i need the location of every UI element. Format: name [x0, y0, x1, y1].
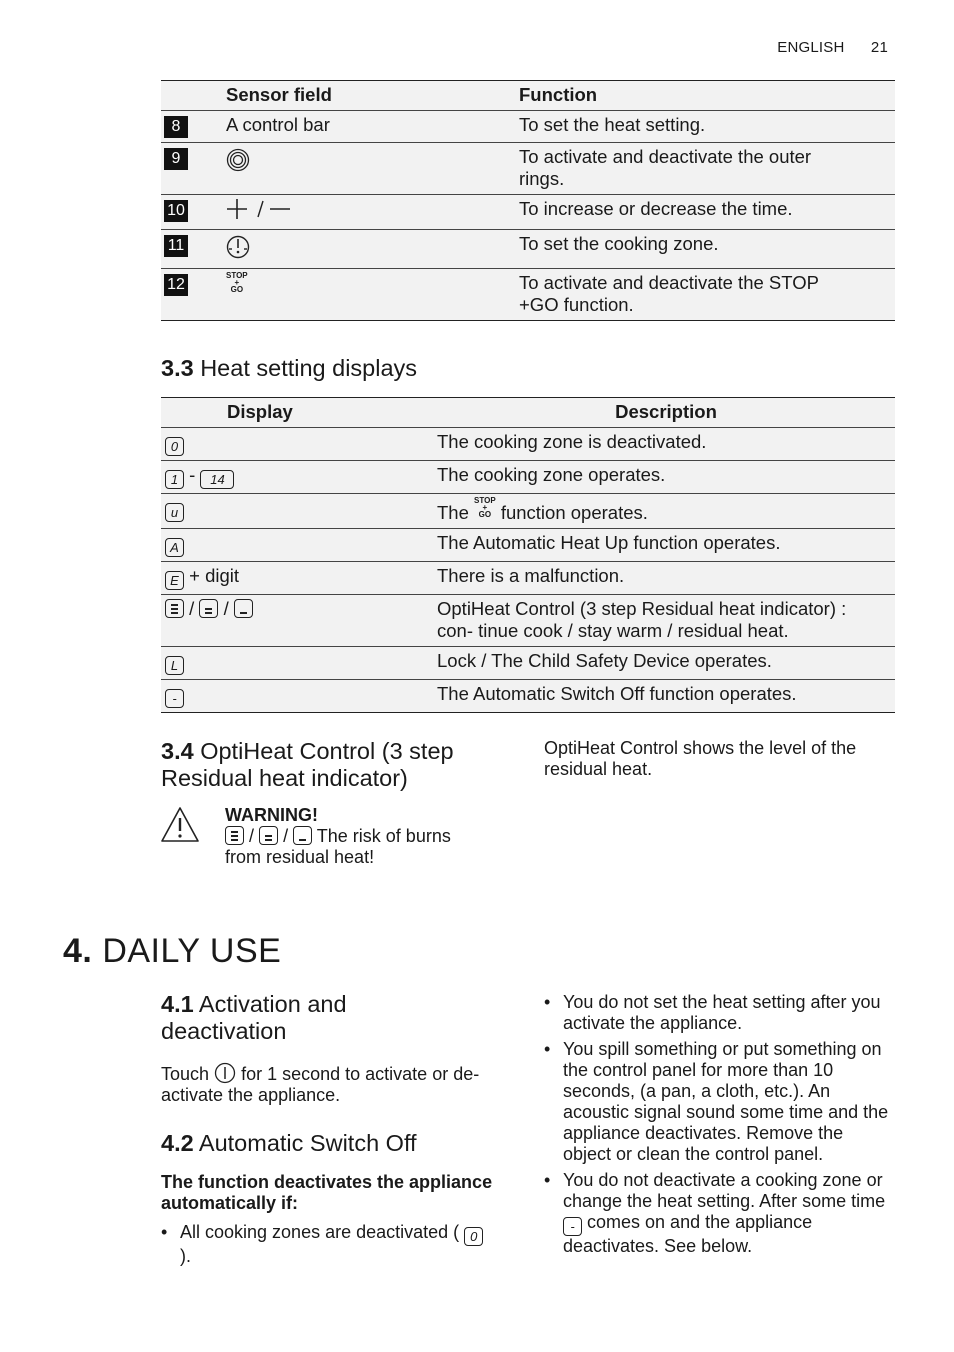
table-row: [161, 269, 895, 321]
table-row: [161, 143, 895, 195]
warning-text-2: from residual heat!: [225, 847, 375, 867]
residual-heat-3-bars-icon: [225, 826, 244, 845]
table-row: [161, 230, 895, 269]
table-row: / / OptiHeat Control (3 step Residual heat indicator) : con- tinue cook / stay warm / residual heat.: [161, 595, 895, 647]
residual-heat-2-bars-icon: [199, 599, 218, 618]
residual-heat-2-bars-icon: [259, 826, 278, 845]
description-cell: The Automatic Switch Off function operates.: [437, 680, 895, 713]
list-item: • You spill something or put something on the control panel for more than 10 seconds, (a pan, a cloth, etc.). An acoustic signal sound some time and the appliance deactivates. Remove the object or clean the control panel.: [544, 1039, 896, 1165]
warning-box: WARNING! / / The risk of burns from residual heat!: [225, 805, 451, 867]
section-heading-3-3: 3.3 Heat setting displays: [161, 355, 418, 381]
row-number: 9: [164, 148, 188, 170]
page-header: [777, 39, 888, 56]
row-number: 8: [164, 116, 188, 138]
description-cell: The cooking zone is deactivated.: [437, 428, 895, 461]
display-dash-icon: -: [165, 689, 184, 708]
col-header-function: Function: [516, 81, 895, 111]
power-icon: [214, 1062, 236, 1084]
table-row: [161, 111, 895, 143]
chapter-heading: 4. DAILY USE: [63, 932, 282, 970]
language-label: ENGLISH: [777, 39, 845, 56]
section-4-1-text: Touch for 1 second to activate or de- activate the appliance.: [161, 1064, 480, 1105]
description-cell: Lock / The Child Safety Device operates.: [437, 647, 895, 680]
section-heading-4-2: 4.2 Automatic Switch Off: [161, 1130, 417, 1156]
display-zero-icon: 0: [165, 437, 184, 456]
table-row: [161, 562, 895, 595]
warning-title: WARNING!: [225, 805, 318, 825]
row-number: 10: [164, 200, 188, 222]
description-cell: OptiHeat Control (3 step Residual heat indicator) : con- tinue cook / stay warm / residual heat.: [437, 595, 895, 647]
table-row: [161, 461, 895, 494]
function-cell: To set the cooking zone.: [516, 230, 895, 269]
function-cell: To activate and deactivate the outer rings.: [516, 143, 895, 195]
display-l-icon: L: [165, 656, 184, 675]
col-header-display: Display: [161, 398, 437, 428]
digit-suffix: + digit: [189, 565, 240, 586]
timer-zone-icon: [226, 235, 250, 259]
list-item: • All cooking zones are deactivated ( 0 ).: [161, 1222, 511, 1267]
list-item: • You do not set the heat setting after you activate the appliance.: [544, 992, 896, 1034]
table-row: [161, 680, 895, 713]
page-number: 21: [870, 39, 888, 56]
left-bullet-list: [161, 1222, 511, 1272]
table-header-row: [161, 398, 895, 428]
residual-heat-1-bar-icon: [293, 826, 312, 845]
section-4-2-intro: The function deactivates the appliance automatically if:: [161, 1172, 493, 1213]
stop-go-icon: STOP + GO: [226, 271, 248, 294]
plus-minus-icon: [226, 198, 292, 220]
display-fourteen-icon: 14: [200, 470, 234, 489]
section-heading-3-4: 3.4 OptiHeat Control (3 step Residual heat indicator): [161, 738, 454, 791]
sensor-field-table: [161, 80, 895, 321]
description-cell: The STOP + GO function operates.: [437, 494, 895, 529]
residual-heat-1-bar-icon: [234, 599, 253, 618]
row-number: 11: [164, 235, 188, 257]
outer-rings-icon: [226, 148, 250, 172]
right-bullet-list: [544, 992, 896, 1262]
display-a-icon: A: [165, 538, 184, 557]
table-row: [161, 428, 895, 461]
col-header-sensor-field: Sensor field: [161, 81, 516, 111]
display-e-icon: E: [165, 571, 184, 590]
function-cell: To activate and deactivate the STOP +GO function.: [516, 269, 895, 321]
table-row: [161, 195, 895, 230]
range-separator: -: [189, 464, 196, 485]
description-cell: There is a malfunction.: [437, 562, 895, 595]
display-dash-icon: -: [563, 1217, 582, 1236]
heat-setting-displays-table: [161, 397, 895, 713]
warning-text: The risk of burns: [316, 826, 451, 846]
table-row: [161, 529, 895, 562]
function-cell: To set the heat setting.: [516, 111, 895, 143]
display-zero-icon: 0: [464, 1227, 483, 1246]
stop-go-icon: STOP + GO: [474, 496, 496, 519]
table-row: [161, 494, 895, 529]
table-header-row: [161, 81, 895, 111]
display-one-icon: 1: [165, 470, 184, 489]
table-row: [161, 647, 895, 680]
col-header-description: Description: [437, 398, 895, 428]
display-u-icon: u: [165, 503, 184, 522]
description-cell: The cooking zone operates.: [437, 461, 895, 494]
residual-heat-3-bars-icon: [165, 599, 184, 618]
warning-triangle-icon: [160, 806, 200, 844]
row-number: 12: [164, 274, 188, 296]
sensor-field-cell: A control bar: [198, 111, 516, 143]
function-cell: To increase or decrease the time.: [516, 195, 895, 230]
section-heading-4-1: 4.1 Activation and deactivation: [161, 991, 347, 1044]
description-cell: The Automatic Heat Up function operates.: [437, 529, 895, 562]
section-3-4-text: OptiHeat Control shows the level of the residual heat.: [544, 738, 857, 779]
list-item: • You do not deactivate a cooking zone or change the heat setting. After some time - comes on and the appliance deactivates. See below.: [544, 1170, 896, 1257]
